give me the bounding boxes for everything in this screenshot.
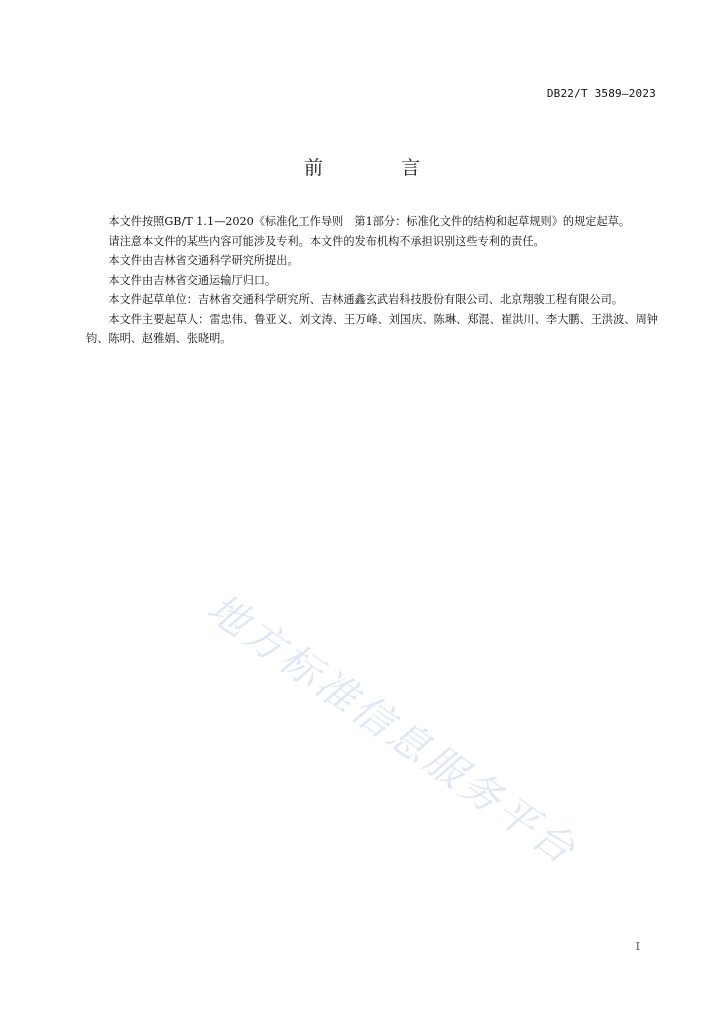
paragraph-proposer: 本文件由吉林省交通科学研究所提出。 [108, 254, 299, 267]
paragraph-drafting-units: 本文件起草单位：吉林省交通科学研究所、吉林通鑫玄武岩科技股份有限公司、北京翔骏工程有限公司。 [108, 293, 624, 306]
page-number: I [635, 940, 640, 953]
page-title: 前 言 [303, 157, 457, 179]
paragraph-drafting-basis: 本文件按照GB/T 1.1—2020《标准化工作导则 第1部分：标准化文件的结构和起草规则》的规定起草。 [108, 215, 631, 228]
preface-body [86, 212, 658, 349]
paragraph-drafters: 本文件主要起草人：雷忠伟、鲁亚义、刘文涛、王万峰、刘国庆、陈琳、郑混、崔洪川、李大鹏、王洪波、周钟钧、陈明、赵雅娟、张晓明。 [86, 312, 658, 345]
paragraph-patent-notice: 请注意本文件的某些内容可能涉及专利。本文件的发布机构不承担识别这些专利的责任。 [108, 234, 545, 248]
paragraph-administrator: 本文件由吉林省交通运输厅归口。 [108, 273, 277, 287]
document-code: DB22/T 3589—2023 [546, 87, 656, 100]
watermark-text: 地方标准信息服务平台 [198, 584, 586, 876]
